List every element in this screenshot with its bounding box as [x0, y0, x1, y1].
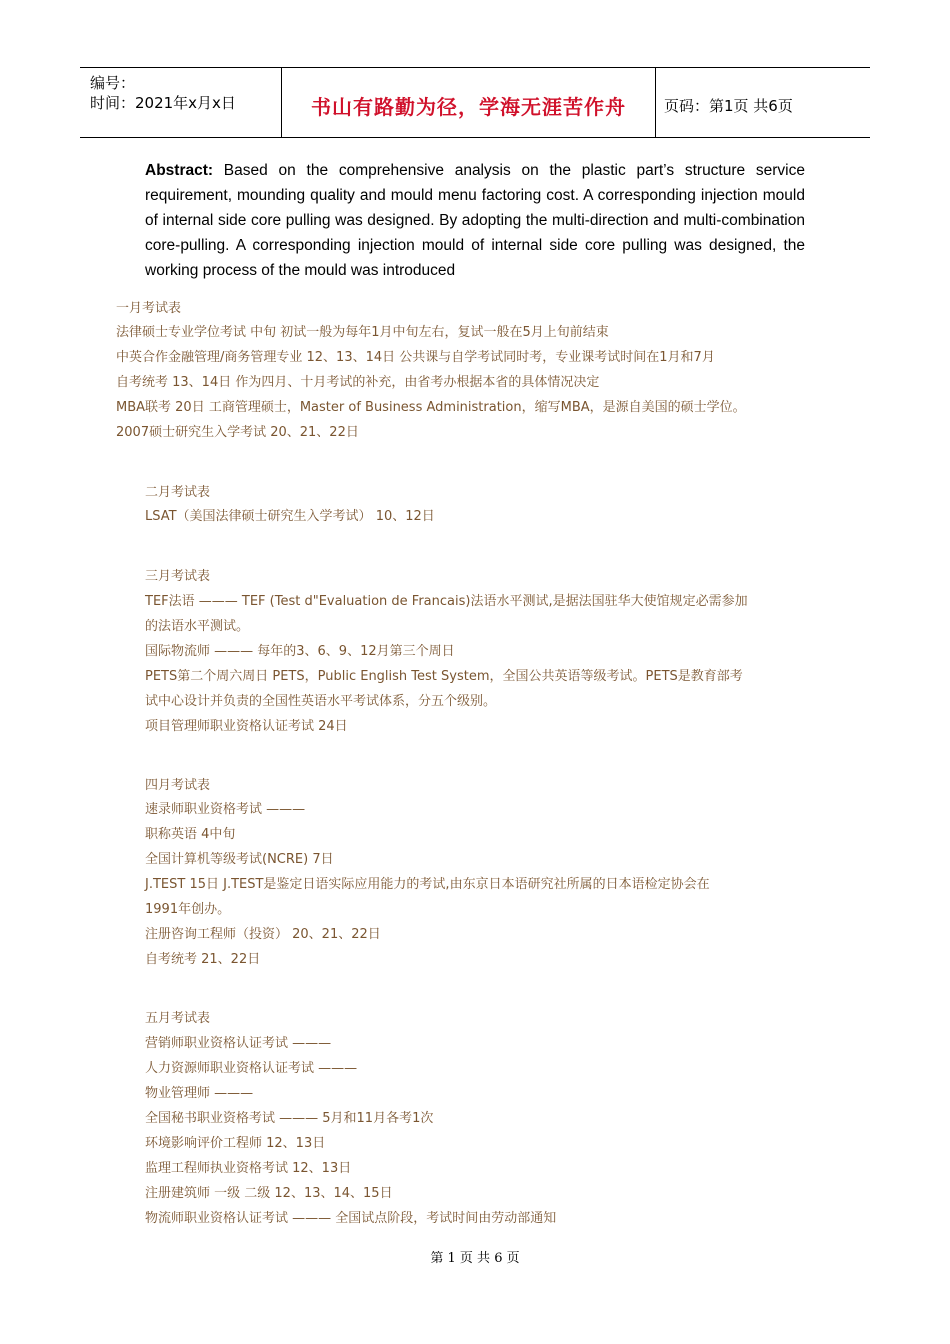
list-item: 全国秘书职业资格考试 ——— 5月和11月各考1次: [145, 1111, 434, 1126]
section-title-may: 五月考试表: [145, 1011, 211, 1026]
list-item: 2007硕士研究生入学考试 20、21、22日: [116, 425, 359, 440]
list-item: PETS第二个周六周日 PETS，Public English Test System，全国公共英语等级考试。PETS是教育部考: [145, 669, 743, 684]
abstract-label: Abstract:: [145, 162, 214, 179]
list-item: 监理工程师执业资格考试 12、13日: [145, 1161, 352, 1176]
list-item: 试中心设计并负责的全国性英语水平考试体系，分五个级别。: [145, 694, 497, 709]
header-middle-cell: [281, 68, 656, 137]
abstract-text: Based on the comprehensive analysis on the plastic part’s structure service requirement, mounding quality and mould menu factoring cost. A corresponding injection mould of internal side core pulling was designed. By adopting the multi-direction and multi-combination core-pulling. A corresponding injection mould of internal side core pulling was designed, the working process of the mould was introduced: [145, 162, 805, 279]
list-item: 的法语水平测试。: [145, 619, 250, 634]
list-item: LSAT（美国法律硕士研究生入学考试） 10、12日: [145, 509, 435, 524]
list-item: 全国计算机等级考试(NCRE) 7日: [145, 852, 334, 867]
list-item: J.TEST 15日 J.TEST是鉴定日语实际应用能力的考试,由东京日本语研究社所属的日本语检定协会在: [145, 877, 710, 892]
header-right-cell: [655, 68, 870, 137]
header-page-label: 页码：第1页 共6页: [664, 97, 793, 115]
list-item: 物业管理师 ———: [145, 1086, 254, 1101]
header-left-cell: [80, 68, 280, 137]
list-item: MBA联考 20日 工商管理硕士，Master of Business Administration，缩写MBA，是源自美国的硕士学位。: [116, 400, 746, 415]
section-title-february: 二月考试表: [145, 485, 211, 500]
list-item: 项目管理师职业资格认证考试 24日: [145, 719, 348, 734]
list-item: 营销师职业资格认证考试 ———: [145, 1036, 332, 1051]
list-item: 速录师职业资格考试 ———: [145, 802, 306, 817]
abstract-paragraph: [145, 158, 805, 283]
list-item: 环境影响评价工程师 12、13日: [145, 1136, 326, 1151]
list-item: 物流师职业资格认证考试 ——— 全国试点阶段，考试时间由劳动部通知: [145, 1211, 557, 1226]
section-title-april: 四月考试表: [145, 778, 211, 793]
list-item: 自考统考 21、22日: [145, 952, 261, 967]
list-item: 注册咨询工程师（投资） 20、21、22日: [145, 927, 381, 942]
list-item: 注册建筑师 一级 二级 12、13、14、15日: [145, 1186, 393, 1201]
list-item: 国际物流师 ——— 每年的3、6、9、12月第三个周日: [145, 644, 455, 659]
list-item: 中英合作金融管理/商务管理专业 12、13、14日 公共课与自学考试同时考，专业课考试时间在1月和7月: [116, 350, 715, 365]
document-time-label: 时间：2021年x月x日: [90, 94, 236, 112]
list-item: 法律硕士专业学位考试 中旬 初试一般为每年1月中旬左右，复试一般在5月上旬前结束: [116, 325, 609, 340]
list-item: TEF法语 ——— TEF (Test d"Evaluation de Francais)法语水平测试,是据法国驻华大使馆规定必需参加: [145, 594, 748, 609]
list-item: 自考统考 13、14日 作为四月、十月考试的补充，由省考办根据本省的具体情况决定: [116, 375, 600, 390]
document-header: [80, 67, 870, 138]
list-item: 1991年创办。: [145, 902, 231, 917]
page-footer: 第 1 页 共 6 页: [430, 1251, 520, 1266]
document-number-label: 编号：: [90, 74, 136, 92]
list-item: 职称英语 4中旬: [145, 827, 236, 842]
list-item: 人力资源师职业资格认证考试 ———: [145, 1061, 358, 1076]
section-title-january: 一月考试表: [116, 301, 182, 316]
header-motto: 书山有路勤为径，学海无涯苦作舟: [311, 95, 626, 119]
section-title-march: 三月考试表: [145, 569, 211, 584]
